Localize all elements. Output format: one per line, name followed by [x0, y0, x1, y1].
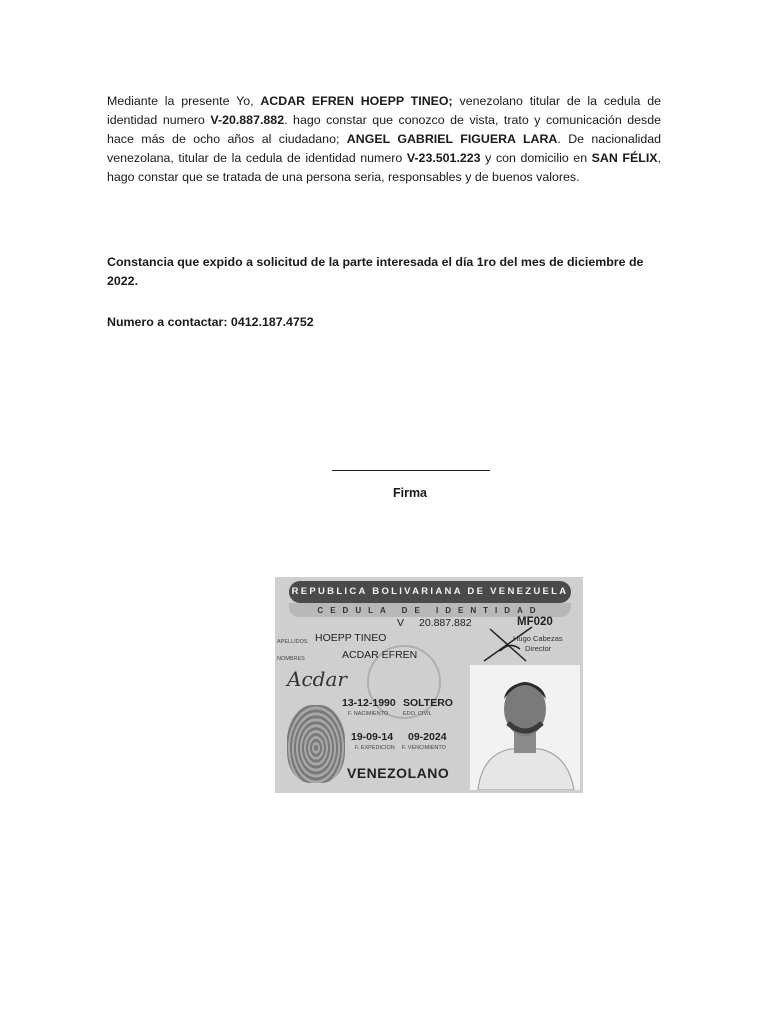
subject-id: V-23.501.223	[406, 151, 481, 165]
id-card-image	[275, 577, 583, 793]
civil-status-label: EDO. CIVIL	[403, 711, 432, 717]
fingerprint-icon	[287, 705, 345, 783]
id-prefix: V	[397, 617, 405, 629]
declarant-id: V-20.887.882	[210, 113, 285, 127]
director-name: Hugo Cabezas	[513, 634, 563, 643]
intro-text: . hago constar que conozco de vista, trato y comunicación desde hace más de ocho años al ciudadano;	[107, 113, 661, 146]
expiry-date-label: F. VENCIMIENTO	[402, 745, 446, 751]
signature-label: Firma	[392, 486, 428, 500]
issue-date: 19-09-14	[351, 731, 394, 743]
letter-paragraph-date: Constancia que expido a solicitud de la parte interesada el día 1ro del mes de diciembre de 2022.	[107, 255, 644, 288]
surnames-label: APELLIDOS	[277, 639, 308, 645]
intro-text: , hago constar que se tratada de una persona seria, responsables y de buenos valores.	[107, 151, 661, 184]
id-code: MF020	[517, 616, 553, 628]
signature-line	[332, 470, 490, 471]
expiry-date: 09-2024	[408, 731, 447, 743]
intro-text: venezolano titular de la cedula de identidad numero	[107, 94, 661, 127]
birth-date-label: F. NACIMIENTO	[348, 711, 389, 717]
holder-photo	[470, 665, 580, 790]
declarant-name: ACDAR EFREN HOEPP TINEO;	[260, 94, 453, 108]
names-label: NOMBRES	[277, 656, 305, 662]
subject-name: ANGEL GABRIEL FIGUERA LARA	[346, 132, 558, 146]
intro-text: . De nacionalidad venezolana, titular de la cedula de identidad numero	[107, 132, 662, 165]
id-card-subtitle: CEDULA DE IDENTIDAD	[289, 603, 571, 617]
intro-text: Mediante la presente Yo,	[107, 94, 261, 108]
director-signature-icon	[480, 621, 536, 665]
letter-paragraph-intro	[107, 92, 661, 187]
intro-text: y con domicilio en	[480, 151, 592, 165]
names: ACDAR EFREN	[342, 649, 418, 661]
holder-signature: Acdar	[287, 667, 347, 691]
id-card-banner: REPUBLICA BOLIVARIANA DE VENEZUELA	[289, 581, 571, 603]
nationality: VENEZOLANO	[347, 765, 450, 781]
id-number: 20.887.882	[419, 617, 472, 629]
civil-status: SOLTERO	[403, 697, 453, 709]
person-photo-icon	[470, 665, 580, 790]
letter-contact-number: Numero a contactar: 0412.187.4752	[107, 315, 314, 329]
surnames: HOEPP TINEO	[315, 632, 387, 644]
director-title: Director	[525, 644, 552, 653]
birth-date: 13-12-1990	[342, 697, 396, 709]
issue-date-label: F. EXPEDICION	[355, 745, 395, 751]
subject-city: SAN FÉLIX	[591, 151, 658, 165]
